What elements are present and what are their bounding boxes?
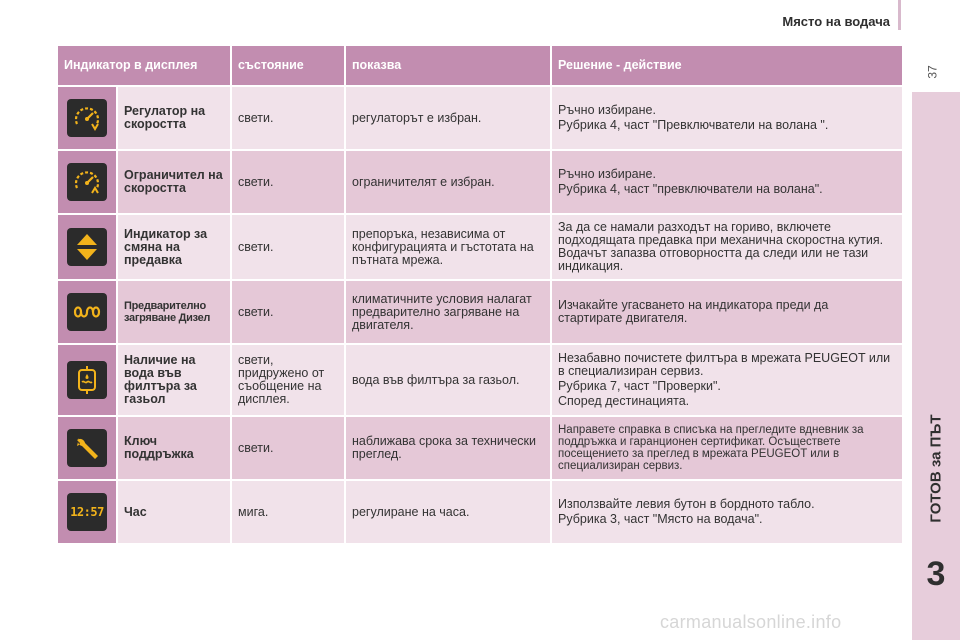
service-wrench-icon — [67, 429, 107, 467]
column-header-meaning: показва — [346, 46, 550, 85]
indicator-name: Регулатор на скоростта — [118, 87, 230, 149]
icon-cell — [58, 417, 116, 479]
table-header-row — [58, 46, 902, 85]
page-title: Място на водача — [782, 14, 890, 29]
column-header-state: състояние — [232, 46, 344, 85]
table-row — [58, 215, 902, 279]
indicator-state: свети. — [232, 281, 344, 343]
indicator-name: Предварително загряване Дизел — [118, 281, 230, 343]
indicator-name: Час — [118, 481, 230, 543]
indicator-state: мига. — [232, 481, 344, 543]
indicator-name: Индикатор за смяна на предавка — [118, 215, 230, 279]
clock-display-value: 12:57 — [70, 504, 104, 519]
table-row — [58, 417, 902, 479]
indicator-solution — [552, 87, 902, 149]
indicator-solution — [552, 151, 902, 213]
icon-cell — [58, 215, 116, 279]
page-number: 37 — [925, 65, 940, 79]
watermark: carmanualsonline.info — [660, 612, 842, 632]
water-in-fuel-filter-icon — [67, 361, 107, 399]
table-row — [58, 281, 902, 343]
diesel-preheat-icon — [67, 293, 107, 331]
icon-cell — [58, 281, 116, 343]
icon-cell — [58, 345, 116, 415]
indicator-meaning: ограничителят е избран. — [346, 151, 550, 213]
indicator-meaning: регулаторът е избран. — [346, 87, 550, 149]
solution-line: Ръчно избиране. — [558, 103, 656, 117]
solution-line: Направете справка в списъка на прегледите вдневник за поддръжка и гаранционен сертификат. Осъществете посещението за преглед в мрежата PEUGEOT или в специализиран сервиз. — [558, 424, 864, 472]
solution-line: Рубрика 3, част "Място на водача". — [558, 512, 763, 526]
indicator-name: Наличие на вода във филтъра за газьол — [118, 345, 230, 415]
indicator-solution — [552, 345, 902, 415]
indicator-meaning: регулиране на часа. — [346, 481, 550, 543]
column-header-solution: Решение - действие — [552, 46, 902, 85]
chapter-label-text: ГОТОВ за ПЪТ — [927, 414, 945, 523]
solution-line: Рубрика 4, част "превключватели на волана". — [558, 182, 823, 196]
solution-line: Изчакайте угасването на индикатора преди да стартирате двигателя. — [558, 298, 829, 325]
icon-cell — [58, 151, 116, 213]
speed-limiter-icon — [67, 163, 107, 201]
solution-line: Според дестинацията. — [558, 394, 690, 408]
indicator-table — [56, 44, 904, 545]
chapter-number: 3 — [926, 555, 946, 593]
indicator-state: свети, придружено от съобщение на дисплея. — [232, 345, 344, 415]
solution-line: Незабавно почистете филтъра в мрежата PEUGEOT или в специализиран сервиз. — [558, 351, 891, 378]
indicator-state: свети. — [232, 215, 344, 279]
solution-line: За да се намали разходът на гориво, включете подходящата предавка при механична скоростна кутия. Водачът запазва отговорността да следи или не тази индикация. — [558, 220, 884, 273]
indicator-meaning: вода във филтъра за газьол. — [346, 345, 550, 415]
indicator-name: Ограничител на скоростта — [118, 151, 230, 213]
indicator-state: свети. — [232, 417, 344, 479]
solution-line: Рубрика 4, част "Превключватели на волана ". — [558, 118, 829, 132]
indicator-meaning: наближава срока за технически преглед. — [346, 417, 550, 479]
table-row — [58, 87, 902, 149]
icon-cell — [58, 87, 116, 149]
header-divider — [898, 0, 901, 30]
solution-line: Използвайте левия бутон в бордното табло. — [558, 497, 815, 511]
icon-cell — [58, 481, 116, 543]
indicator-solution — [552, 281, 902, 343]
indicator-solution — [552, 215, 902, 279]
column-header-indicator: Индикатор в дисплея — [58, 46, 230, 85]
speed-regulator-icon — [67, 99, 107, 137]
indicator-state: свети. — [232, 87, 344, 149]
solution-line: Рубрика 7, част "Проверки". — [558, 379, 721, 393]
indicator-meaning: препоръка, независима от конфигурацията и гъстотата на пътната мрежа. — [346, 215, 550, 279]
indicator-name: Ключ поддръжка — [118, 417, 230, 479]
indicator-state: свети. — [232, 151, 344, 213]
table-row — [58, 481, 902, 543]
table-row — [58, 345, 902, 415]
gear-shift-indicator-icon — [67, 228, 107, 266]
clock-display-icon — [67, 493, 107, 531]
indicator-solution — [552, 481, 902, 543]
solution-line: Ръчно избиране. — [558, 167, 656, 181]
table-row — [58, 151, 902, 213]
indicator-meaning: климатичните условия налагат предварително загряване на двигателя. — [346, 281, 550, 343]
indicator-solution — [552, 417, 902, 479]
